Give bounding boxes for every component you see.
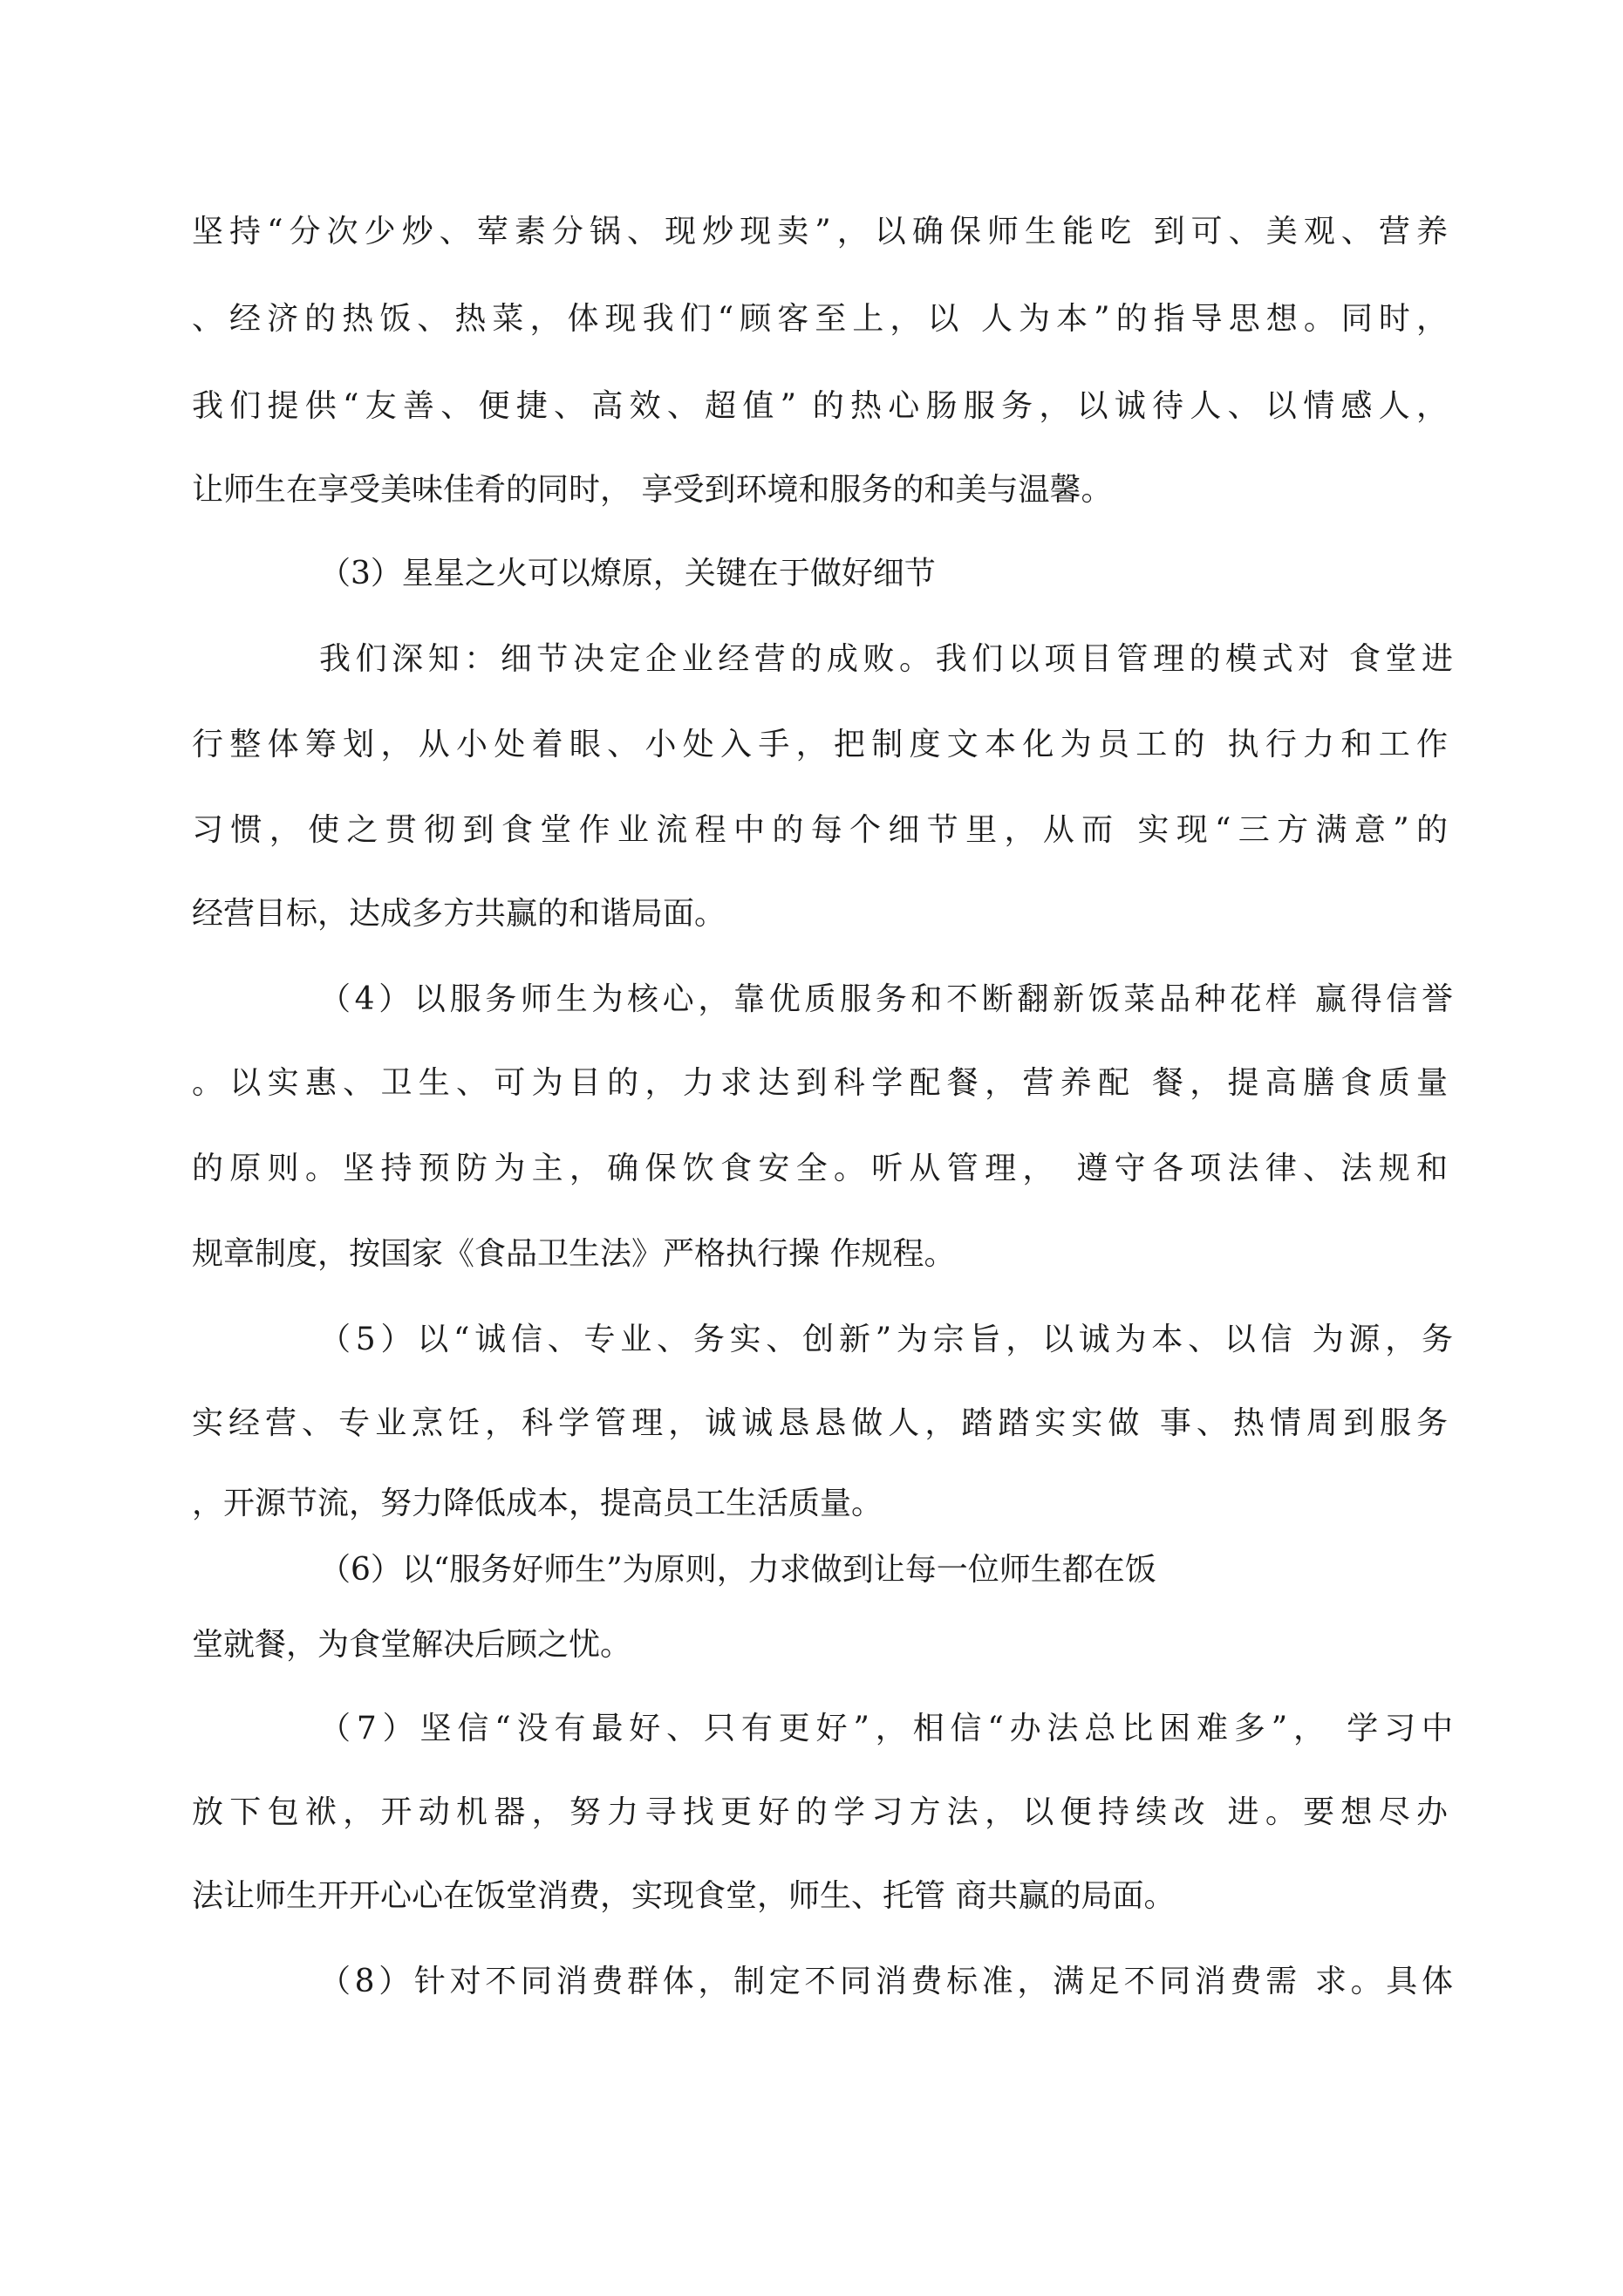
text-line-20: 放下包袱，开动机器，努力寻找更好的学习方法，以便持续改 进。要想尽办 — [192, 1794, 1448, 1830]
text-line-21: 法让师生开开心心在饭堂消费，实现食堂，师生、托管 商共赢的局面。 — [192, 1878, 1176, 1914]
text-line-8: 习惯，使之贯彻到食堂作业流程中的每个细节里，从而 实现“三方满意”的 — [192, 812, 1448, 848]
text-line-9: 经营目标，达成多方共赢的和谐局面。 — [192, 896, 726, 932]
text-line-10: （4）以服务师生为核心，靠优质服务和不断翻新饭菜品种花样 赢得信誉 — [319, 981, 1453, 1017]
text-line-18: 堂就餐，为食堂解决后顾之忧。 — [192, 1627, 632, 1663]
text-line-16: ，开源节流，努力降低成本，提高员工生活质量。 — [192, 1486, 883, 1521]
text-line-14: （5）以“诚信、专业、务实、创新”为宗旨，以诚为本、以信 为源，务 — [319, 1322, 1453, 1357]
text-line-17: （6）以“服务好师生”为原则，力求做到让每一位师生都在饭 — [319, 1552, 1156, 1588]
text-line-7: 行整体筹划，从小处着眼、小处入手，把制度文本化为员工的 执行力和工作 — [192, 727, 1448, 762]
text-line-3: 我们提供“友善、便捷、高效、超值” 的热心肠服务，以诚待人、以情感人， — [192, 388, 1448, 424]
section-heading-3: （3）星星之火可以燎原，关键在于做好细节 — [319, 556, 936, 591]
text-line-13: 规章制度，按国家《食品卫生法》严格执行操 作规程。 — [192, 1236, 956, 1272]
text-line-1: 坚持“分次少炒、荤素分锅、现炒现卖”，以确保师生能吃 到可、美观、营养 — [192, 214, 1448, 249]
text-line-12: 的原则。坚持预防为主，确保饮食安全。听从管理， 遵守各项法律、法规和 — [192, 1151, 1448, 1186]
text-line-2: 、经济的热饭、热菜，体现我们“顾客至上，以 人为本”的指导思想。同时， — [192, 301, 1448, 337]
text-line-19: （7）坚信“没有最好、只有更好”，相信“办法总比困难多”， 学习中 — [319, 1711, 1453, 1746]
text-line-11: 。以实惠、卫生、可为目的，力求达到科学配餐，营养配 餐，提高膳食质量 — [192, 1065, 1448, 1101]
text-line-15: 实经营、专业烹饪，科学管理，诚诚恳恳做人，踏踏实实做 事、热情周到服务 — [192, 1405, 1448, 1441]
text-line-6: 我们深知：细节决定企业经营的成败。我们以项目管理的模式对 食堂进 — [319, 641, 1453, 677]
text-line-4: 让师生在享受美味佳肴的同时， 享受到环境和服务的和美与温馨。 — [192, 472, 1113, 508]
text-line-22: （8）针对不同消费群体，制定不同消费标准，满足不同消费需 求。具体 — [319, 1964, 1453, 1999]
